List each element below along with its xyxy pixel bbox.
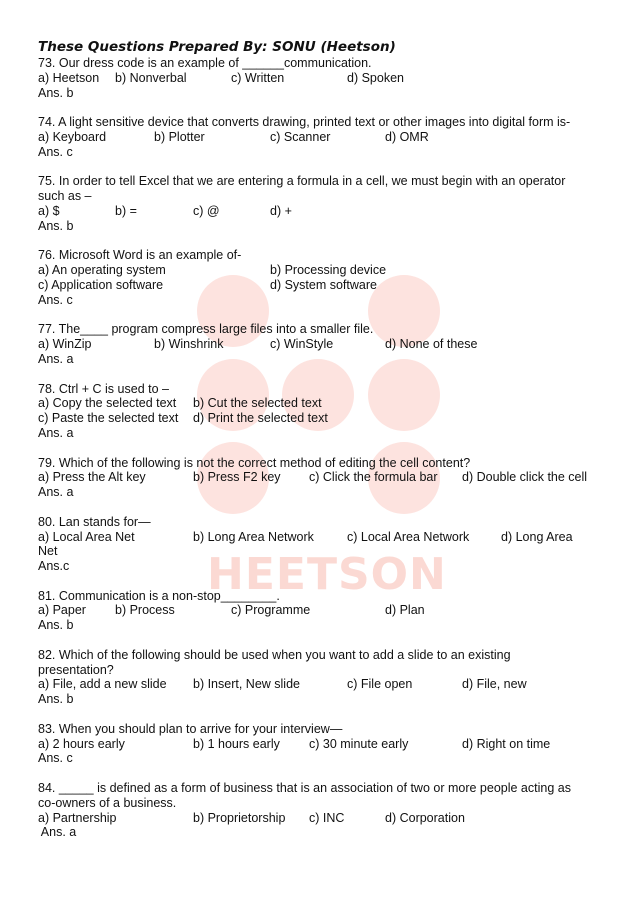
answer: Ans. a bbox=[38, 825, 77, 840]
option-a: a) An operating system bbox=[38, 263, 166, 278]
question-74 bbox=[38, 115, 638, 159]
question-81 bbox=[38, 589, 638, 633]
option-d: d) Right on time bbox=[462, 736, 551, 751]
options-row bbox=[38, 263, 638, 278]
option-b: b) Processing device bbox=[270, 263, 387, 278]
question-83 bbox=[38, 722, 638, 766]
answer: Ans. b bbox=[38, 85, 74, 100]
options-row bbox=[38, 71, 638, 86]
options-row bbox=[38, 396, 638, 411]
option-c: c) Scanner bbox=[270, 129, 331, 144]
options-row bbox=[38, 411, 638, 426]
option-b: b) Cut the selected text bbox=[193, 396, 322, 411]
option-a: a) Keyboard bbox=[38, 129, 107, 144]
option-b: b) Press F2 key bbox=[193, 470, 281, 485]
option-a: a) WinZip bbox=[38, 337, 92, 352]
option-b: b) Proprietorship bbox=[193, 810, 286, 825]
option-a: a) Heetson bbox=[38, 70, 100, 85]
options-row bbox=[38, 530, 638, 545]
option-b: b) Plotter bbox=[154, 129, 205, 144]
option-d: d) Plan bbox=[385, 603, 425, 618]
question-text: 81. Communication is a non-stop________. bbox=[38, 588, 280, 603]
question-text-line2: presentation? bbox=[38, 662, 114, 677]
question-82 bbox=[38, 648, 638, 707]
option-b: b) Winshrink bbox=[154, 337, 224, 352]
option-c: c) Paste the selected text bbox=[38, 411, 179, 426]
options-row bbox=[38, 130, 638, 145]
option-b: b) Nonverbal bbox=[115, 70, 187, 85]
answer: Ans. c bbox=[38, 144, 73, 159]
question-75 bbox=[38, 174, 638, 233]
question-80 bbox=[38, 515, 638, 574]
option-d: d) Corporation bbox=[385, 810, 465, 825]
answer: Ans. b bbox=[38, 618, 74, 633]
page-header: These Questions Prepared By: SONU (Heetson) bbox=[38, 39, 396, 55]
option-c: c) Programme bbox=[231, 603, 311, 618]
options-row bbox=[38, 737, 638, 752]
question-73 bbox=[38, 56, 638, 100]
options-row bbox=[38, 811, 638, 826]
option-b: b) Insert, New slide bbox=[193, 677, 300, 692]
question-text-line2: such as – bbox=[38, 189, 92, 204]
option-c: c) File open bbox=[347, 677, 413, 692]
answer: Ans.c bbox=[38, 559, 70, 574]
option-a: a) Partnership bbox=[38, 810, 117, 825]
option-d: d) None of these bbox=[385, 337, 478, 352]
question-text: 79. Which of the following is not the correct method of editing the cell content? bbox=[38, 455, 471, 470]
option-c: c) Click the formula bar bbox=[309, 470, 438, 485]
options-row bbox=[38, 677, 638, 692]
question-text-line1: 84. _____ is defined as a form of business that is an association of two or more people acting as bbox=[38, 781, 571, 796]
question-77 bbox=[38, 322, 638, 366]
option-d: d) File, new bbox=[462, 677, 527, 692]
option-d: d) OMR bbox=[385, 129, 429, 144]
answer: Ans. b bbox=[38, 692, 74, 707]
option-c: c) Application software bbox=[38, 277, 164, 292]
option-c: c) Written bbox=[231, 70, 285, 85]
option-c: c) @ bbox=[193, 203, 220, 218]
options-row bbox=[38, 470, 638, 485]
option-d: d) + bbox=[270, 203, 292, 218]
question-text-line2: co-owners of a business. bbox=[38, 795, 177, 810]
option-a: a) Local Area Net bbox=[38, 529, 135, 544]
options-row bbox=[38, 337, 638, 352]
question-text: 76. Microsoft Word is an example of- bbox=[38, 248, 242, 263]
question-84 bbox=[38, 781, 638, 840]
option-a: a) $ bbox=[38, 203, 60, 218]
question-text: 78. Ctrl + C is used to – bbox=[38, 381, 169, 396]
question-text: 83. When you should plan to arrive for your interview— bbox=[38, 721, 343, 736]
question-78 bbox=[38, 382, 638, 441]
options-row bbox=[38, 603, 638, 618]
option-a: a) 2 hours early bbox=[38, 736, 125, 751]
option-d: d) Print the selected text bbox=[193, 411, 328, 426]
answer: Ans. c bbox=[38, 292, 73, 307]
option-c: c) INC bbox=[309, 810, 345, 825]
option-a: a) Press the Alt key bbox=[38, 470, 146, 485]
answer: Ans. a bbox=[38, 425, 74, 440]
option-d: d) Long Area bbox=[501, 529, 573, 544]
option-b: b) Long Area Network bbox=[193, 529, 314, 544]
answer: Ans. a bbox=[38, 485, 74, 500]
option-c: c) 30 minute early bbox=[309, 736, 409, 751]
question-79 bbox=[38, 456, 638, 500]
option-d: d) Double click the cell bbox=[462, 470, 588, 485]
question-text: 74. A light sensitive device that converts drawing, printed text or other images into digital form is- bbox=[38, 115, 571, 130]
option-b: b) Process bbox=[115, 603, 175, 618]
option-d: d) System software bbox=[270, 277, 377, 292]
question-76 bbox=[38, 248, 638, 307]
answer: Ans. a bbox=[38, 351, 74, 366]
question-text: 80. Lan stands for— bbox=[38, 514, 151, 529]
option-d: d) Spoken bbox=[347, 70, 404, 85]
option-d-continued: Net bbox=[38, 544, 58, 559]
question-text: 73. Our dress code is an example of ______communication. bbox=[38, 56, 372, 70]
options-row bbox=[38, 278, 638, 293]
answer: Ans. b bbox=[38, 218, 74, 233]
option-b: b) 1 hours early bbox=[193, 736, 280, 751]
option-b: b) = bbox=[115, 203, 137, 218]
answer: Ans. c bbox=[38, 751, 73, 766]
option-a: a) Copy the selected text bbox=[38, 396, 177, 411]
option-a: a) File, add a new slide bbox=[38, 677, 167, 692]
watermark-text: HEETSON bbox=[207, 549, 447, 600]
question-text: 77. The____ program compress large files into a smaller file. bbox=[38, 322, 374, 337]
options-row bbox=[38, 204, 638, 219]
option-c: c) WinStyle bbox=[270, 337, 334, 352]
question-text-line1: 82. Which of the following should be used when you want to add a slide to an existing bbox=[38, 647, 511, 662]
question-text-line1: 75. In order to tell Excel that we are entering a formula in a cell, we must begin with an operator bbox=[38, 174, 566, 189]
option-c: c) Local Area Network bbox=[347, 529, 470, 544]
option-a: a) Paper bbox=[38, 603, 86, 618]
